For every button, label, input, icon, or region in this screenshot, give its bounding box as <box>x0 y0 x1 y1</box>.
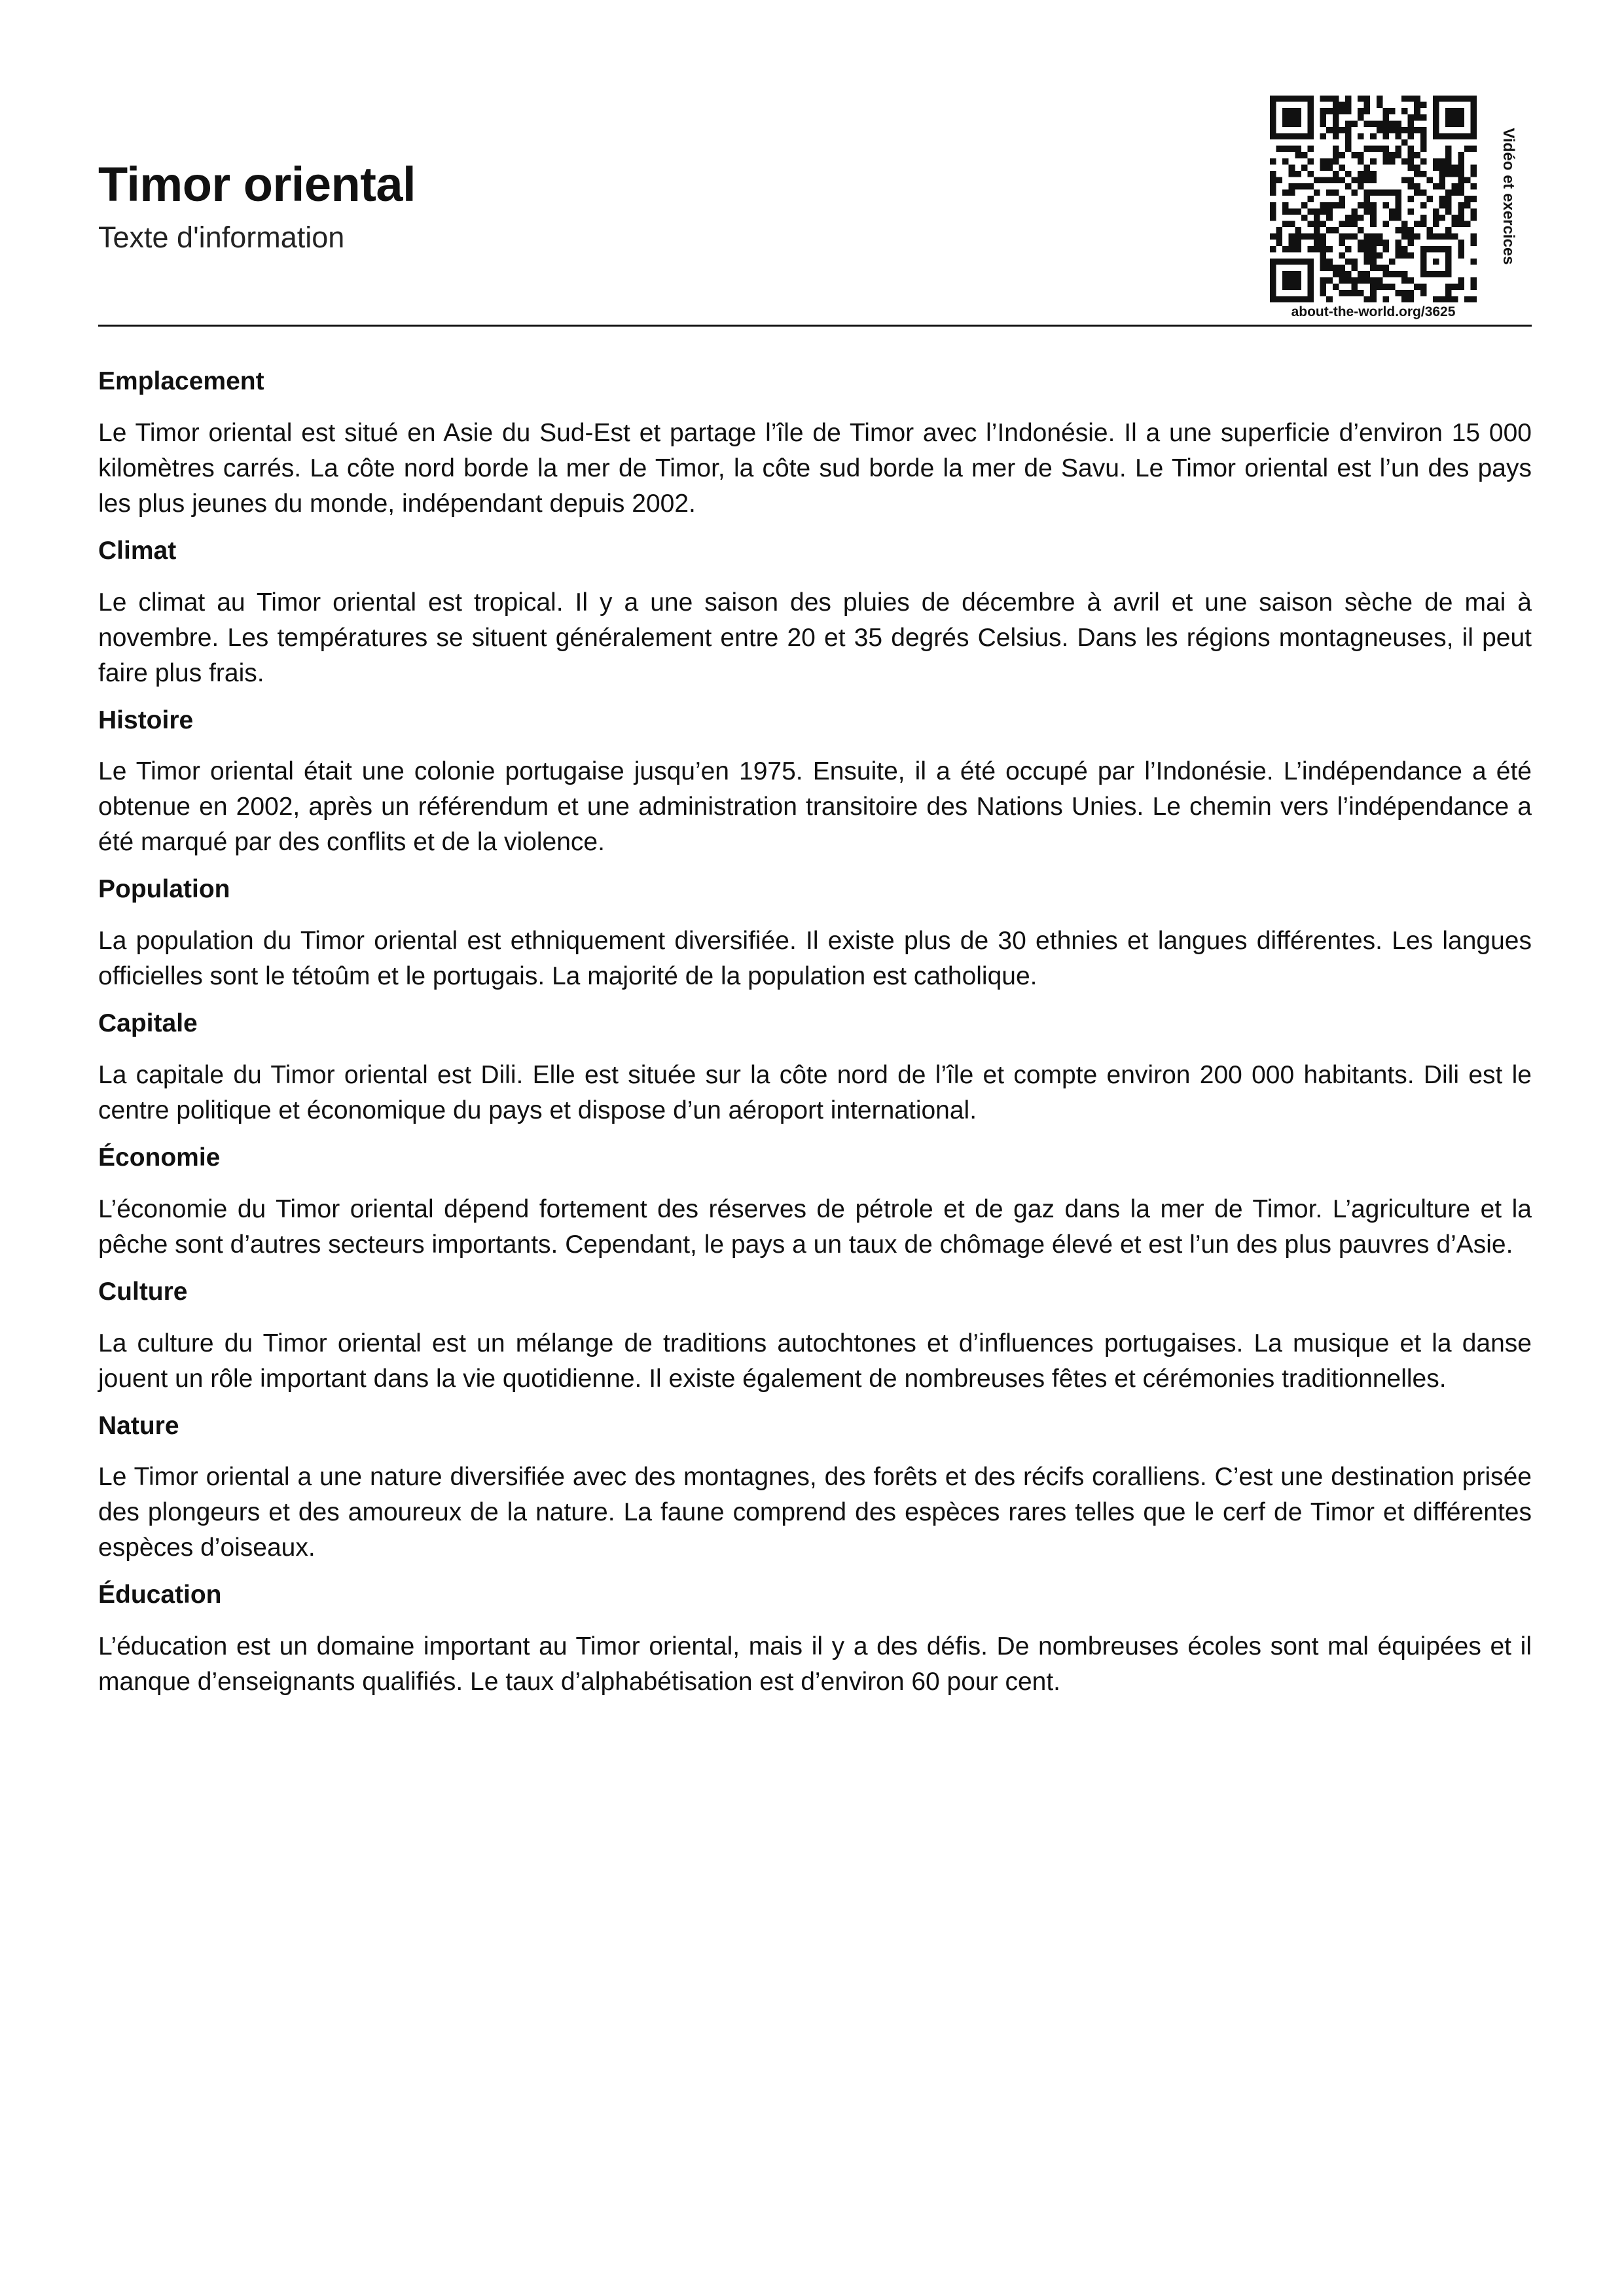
section-nature <box>98 1411 1532 1566</box>
section-population <box>98 874 1532 994</box>
section-heading: Population <box>98 875 230 904</box>
section-heading: Nature <box>98 1411 179 1440</box>
qr-side-label-text: Vidéo et exercices <box>1500 128 1517 265</box>
section-text: La culture du Timor oriental est un mélange de traditions autochtones et d’influences portugaises. La musique et la danse jouent un rôle important dans la vie quotidienne. Il existe également de nombreuses fêtes et cérémonies traditionnelles. <box>98 1329 1532 1393</box>
qr-url-link[interactable]: about-the-world.org/3625 <box>1291 304 1456 319</box>
section-histoire <box>98 706 1532 861</box>
page-title: Timor oriental <box>98 157 416 211</box>
section-text: La capitale du Timor oriental est Dili. Elle est située sur la côte nord de l’île et compte environ 200 000 habitants. Dili est le centre politique et économique du pays et dispose d’un aéroport international. <box>98 1060 1532 1124</box>
section-heading: Économie <box>98 1143 221 1172</box>
section-text: La population du Timor oriental est ethniquement diversifiée. Il existe plus de 30 ethnies et langues différentes. Les langues officielles sont le tétoûm et le portugais. La majorité de la population est catholique. <box>98 927 1532 991</box>
section-heading: Culture <box>98 1277 188 1306</box>
section-text: L’économie du Timor oriental dépend fortement des réserves de pétrole et de gaz dans la mer de Timor. L’agriculture et la pêche sont d’autres secteurs importants. Cependant, le pays a un taux de chômage élevé et est l’un des plus pauvres d’Asie. <box>98 1194 1532 1259</box>
section-capitale <box>98 1009 1532 1128</box>
header-divider <box>98 325 1532 327</box>
section-heading: Capitale <box>98 1009 198 1038</box>
section-culture <box>98 1277 1532 1397</box>
section-text: Le Timor oriental a une nature diversifiée avec des montagnes, des forêts et des récifs coralliens. C’est une destination prisée des plongeurs et des amoureux de la nature. La faune comprend des espèces rares telles que le cerf de Timor et différentes espèces d’oiseaux. <box>98 1463 1532 1562</box>
section-emplacement <box>98 367 1532 522</box>
section-heading: Emplacement <box>98 367 264 395</box>
page-subtitle: Texte d'information <box>98 221 345 254</box>
document-header <box>98 92 1532 325</box>
qr-code-icon[interactable] <box>1270 96 1477 302</box>
section-economie <box>98 1143 1532 1263</box>
section-education <box>98 1580 1532 1700</box>
document-body <box>98 367 1532 1714</box>
section-text: Le Timor oriental était une colonie portugaise jusqu’en 1975. Ensuite, il a été occupé par l’Indonésie. L’indépendance a été obtenue en 2002, après un référendum et une administration transitoire des Nations Unies. Le chemin vers l’indépendance a été marqué par des conflits et de la violence. <box>98 757 1532 857</box>
section-heading: Climat <box>98 536 177 565</box>
qr-side-label <box>1496 92 1520 301</box>
section-heading: Histoire <box>98 706 194 734</box>
section-climat <box>98 536 1532 691</box>
section-text: L’éducation est un domaine important au Timor oriental, mais il y a des défis. De nombreuses écoles sont mal équipées et il manque d’enseignants qualifiés. Le taux d’alphabétisation est d’environ 60 pour cent. <box>98 1632 1532 1696</box>
section-text: Le Timor oriental est situé en Asie du Sud-Est et partage l’île de Timor avec l’Indonésie. Il a une superficie d’environ 15 000 kilomètres carrés. La côte nord borde la mer de Timor, la côte sud borde la mer de Savu. Le Timor oriental est l’un des pays les plus jeunes du monde, indépendant depuis 2002. <box>98 418 1532 518</box>
section-text: Le climat au Timor oriental est tropical. Il y a une saison des pluies de décembre à avril et une saison sèche de mai à novembre. Les températures se situent généralement entre 20 et 35 degrés Celsius. Dans les régions montagneuses, il peut faire plus frais. <box>98 588 1532 687</box>
section-heading: Éducation <box>98 1581 222 1609</box>
qr-code-block[interactable] <box>1270 92 1532 325</box>
